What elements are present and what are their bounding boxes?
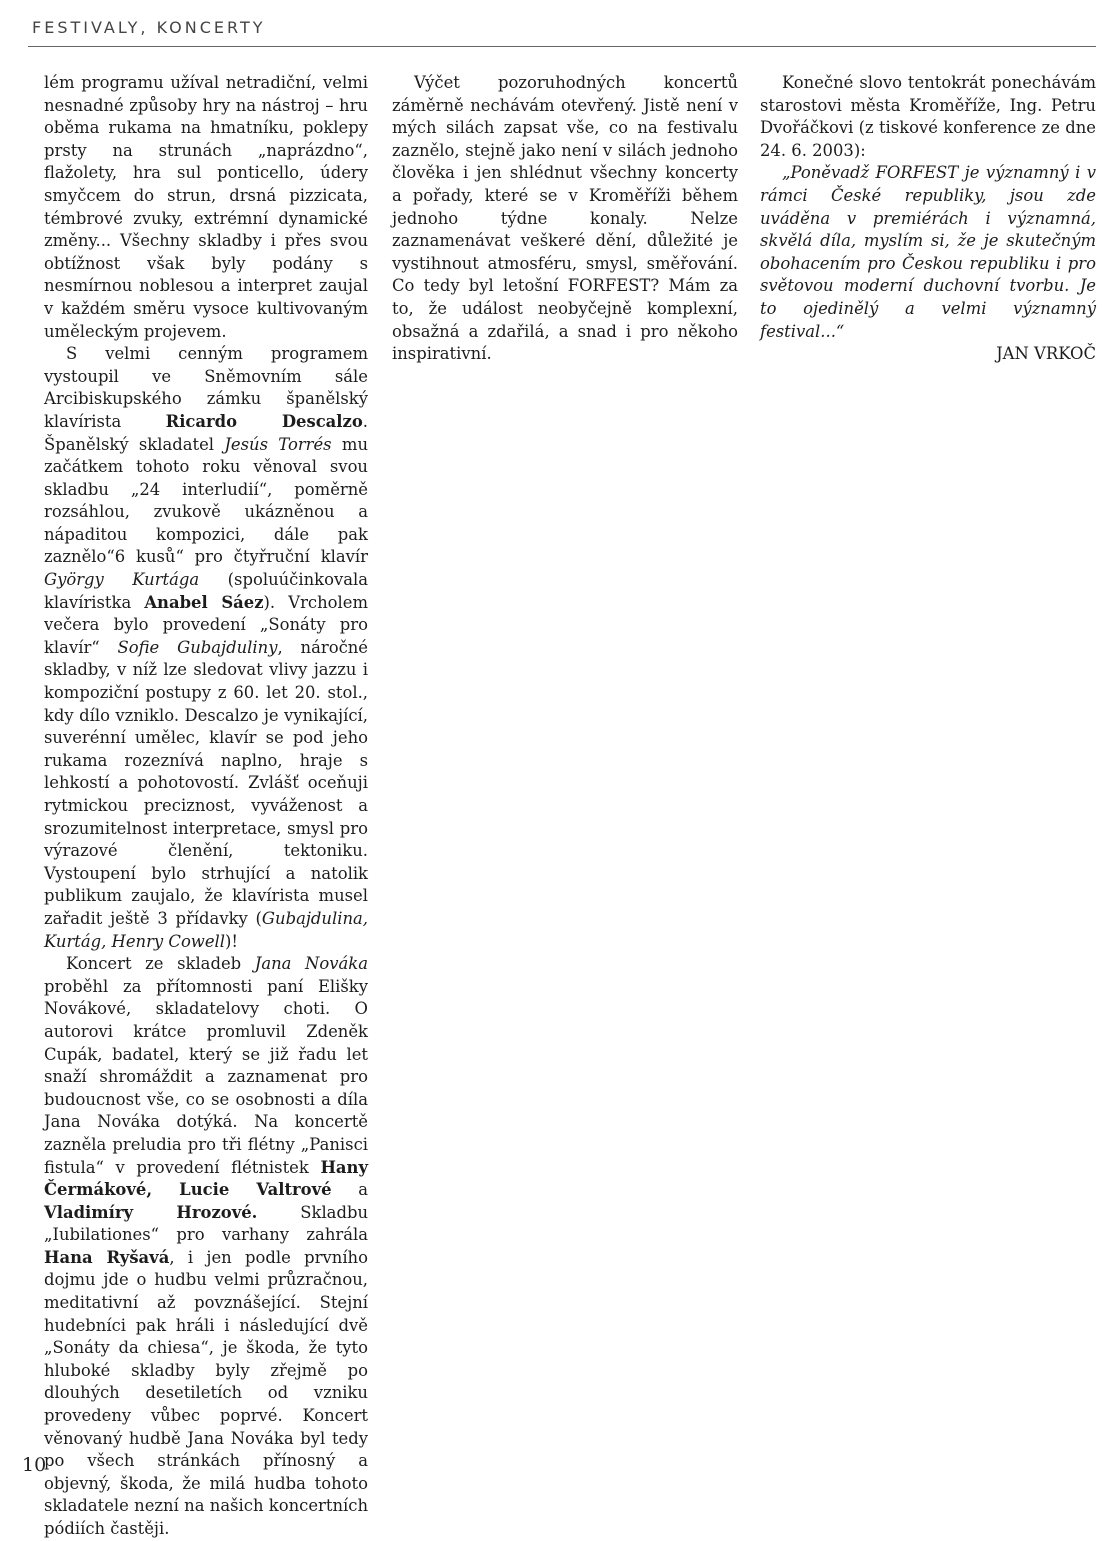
page-number: 10 [22, 1454, 47, 1476]
performer-name: Anabel Sáez [144, 592, 264, 612]
quote: „Poněvadž FORFEST je významný i v rámci České republiky, jsou zde uváděna v premiérách i významná, skvělá díla, myslím si, že je skutečným obohacením pro Českou republiku i pro světovou moderní duchovní tvorbu. Je to ojedinělý a velmi významný festival...“ [760, 163, 1096, 341]
paragraph: S velmi cenným programem vystoupil ve Sněmovním sále Arcibiskupského zámku španělský klavírista Ricardo Descalzo. Španělský skladatel Jesús Torrés mu začátkem tohoto roku věnoval svou skladbu „24 interludií“, poměrně rozsáhlou, zvukově ukázněnou a nápaditou kompozici, dále pak zaznělo“6 kusů“ pro čtyřruční klavír György Kurtága (spoluúčinkovala klavíristka Anabel Sáez). Vrcholem večera bylo provedení „Sonáty pro klavír“ Sofie Gubajduliny, náročné skladby, v níž lze sledovat vlivy jazzu i kompoziční postupy z 60. let 20. stol., kdy dílo vzniklo. Descalzo je vynikající, suverénní umělec, klavír se pod jeho rukama rozeznívá naplno, hraje s lehkostí a pohotovostí. Zvlášť oceňuji rytmickou preciznost, vyváženost a srozumitelnost interpretace, smysl pro výrazové členění, tektoniku. Vystoupení bylo strhující a natolik publikum zaujalo, že klavírista musel zařadit ještě 3 přídavky (Gubajdulina, Kurtág, Henry Cowell)! [44, 344, 369, 951]
composer-name: György Kurtága [44, 570, 200, 590]
performer-name: Hany Čermákové, Lucie Valtrové [44, 1157, 368, 1200]
author-signature: JAN VRKOČ [996, 344, 1096, 364]
header-rule [28, 46, 1096, 47]
paragraph: Koncert ze skladeb Jana Nováka proběhl za přítomnosti paní Elišky Novákové, skladatelovy choti. O autorovi krátce promluvil Zdeněk Cupák, badatel, který se již řadu let snaží shromáždit a zaznamenat pro budoucnost vše, co se osobnosti a díla Jana Nováka dotýká. Na koncertě zazněla preludia pro tři flétny „Panisci fistula“ v provedení flétnistek Hany Čermákové, Lucie Valtrové a Vladimíry Hrozové. Skladbu „Iubilationes“ pro varhany zahrála Hana Ryšavá, i jen podle prvního dojmu jde o hudbu velmi průzračnou, meditativní až povznášející. Stejní hudebníci pak hráli i následující dvě „Sonáty da chiesa“, je škoda, že tyto hluboké skladby byly zřejmě po dlouhých desetiletích od vzniku provedeny vůbec poprvé. Koncert věnovaný hudbě Jana Nováka byl tedy po všech stránkách přínosný a objevný, škoda, že milá hudba tohoto skladatele nezní na našich koncertních pódiích častěji. [44, 954, 368, 1538]
paragraph: Výčet pozoruhodných koncertů záměrně nechávám otevřený. Jistě není v mých silách zapsat vše, co na festivalu zaznělo, stejně jako není v silách jednoho člověka i jen shlédnut všechny koncerty a pořady, které se v Kroměříži během jednoho týdne konaly. Nelze zaznamenávat veškeré dění, důležité je vystihnout atmosféru, smysl, směřování. Co tedy byl letošní FORFEST? Mám za to, že událost neobyčejně komplexní, obsažná a zdařilá, a snad i pro někoho inspirativní. [392, 73, 738, 364]
encore-composers: Gubajdulina, Kurtág, Henry Cowell [44, 908, 368, 951]
composer-name: Jesús Torrés [224, 434, 332, 454]
paragraph: Konečné slovo tentokrát ponechávám starostovi města Kroměříže, Ing. Petru Dvořáčkovi (z tiskové konference ze dne 24. 6. 2003): [760, 73, 1096, 160]
article-column-2 [392, 72, 738, 366]
composer-name: Sofie Gubajduliny [117, 637, 278, 657]
performer-name: Ricardo Descalzo [165, 411, 363, 431]
article-column-3 [760, 72, 1096, 366]
performer-name: Hana Ryšavá [44, 1247, 170, 1267]
section-header: FESTIVALY, KONCERTY [32, 18, 266, 37]
performer-name: Vladimíry Hrozové. [44, 1202, 258, 1222]
paragraph: lém programu užíval netradiční, velmi nesnadné způsoby hry na nástroj – hru oběma rukama na hmatníku, poklepy prsty na strunách „naprázdno“, flažolety, hra sul ponticello, údery smyčcem do strun, drsná pizzicata, témbrové zvuky, extrémní dynamické změny... Všechny skladby i přes svou obtížnost však byly podány s nesmírnou noblesou a interpret zaujal v každém směru vysoce kultivovaným uměleckým projevem. [44, 73, 368, 341]
composer-name: Jana Nováka [254, 954, 368, 974]
article-column-1 [44, 72, 368, 1541]
